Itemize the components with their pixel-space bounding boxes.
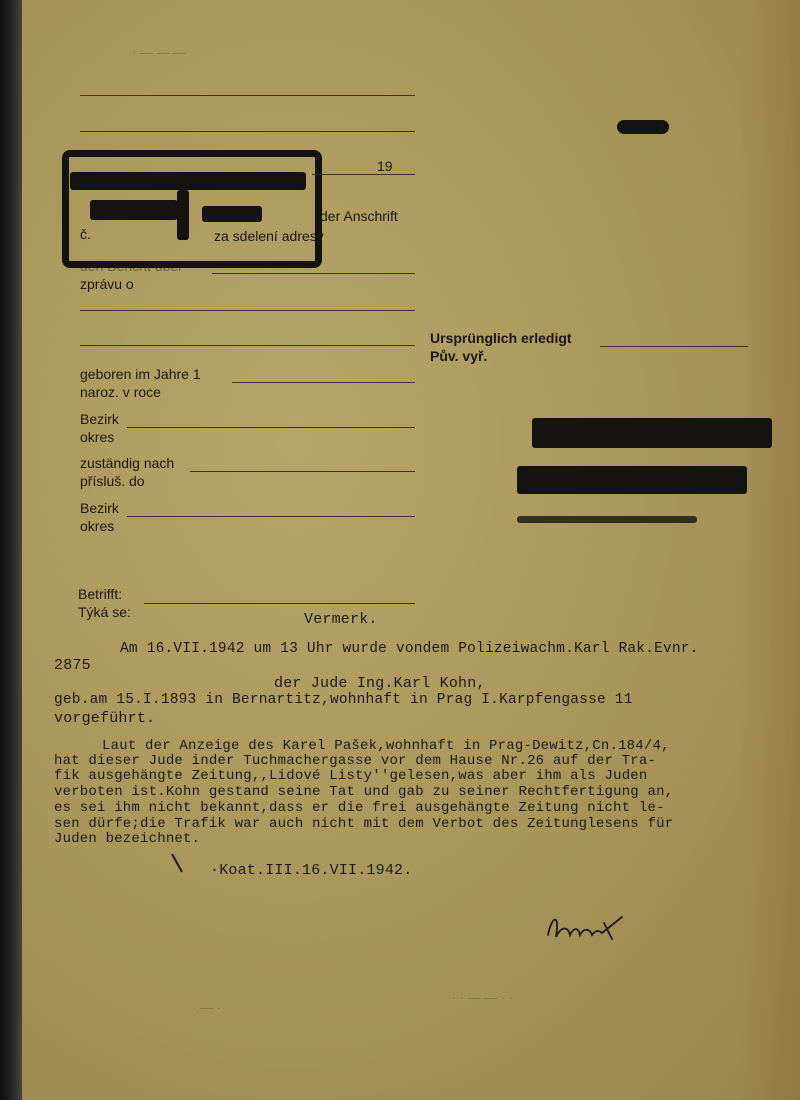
document-sheet [22,0,800,1100]
blank-line [80,131,415,132]
blank-line [80,310,415,311]
blank-line [80,95,415,96]
label-der-anschrift: der Anschrift [320,208,398,224]
label-cislo: č. [80,226,91,242]
memo-footer-date: ·Koat.III.16.VII.1942. [210,862,413,879]
memo-heading: Vermerk. [304,611,378,628]
blank-line [80,345,415,346]
handwritten-signature [542,905,632,950]
blank-line [212,273,415,274]
memo-line-5: vorgeführt. [54,710,156,727]
blank-line [600,346,748,347]
label-naroz: naroz. v roce [80,384,161,400]
redacted-stamp-row [517,516,697,523]
redaction-blot [177,190,189,240]
blank-line [127,516,415,517]
label-okres-1: okres [80,429,115,445]
label-den-bericht: den Bericht über [80,258,183,274]
label-bezirk-1: Bezirk [80,411,119,427]
ink-initial-mark [617,120,669,134]
blank-line [127,427,415,428]
faint-pencil-marks: · — — — [132,45,187,60]
blank-line [232,382,415,383]
label-za-sdeleni: za sdelení adresy [214,228,324,244]
redaction-blot [202,206,262,222]
label-zustandig: zuständig nach [80,455,175,471]
memo-para-2: hat dieser Jude inder Tuchmachergasse vor dem Hause Nr.26 auf der Tra- [54,753,657,769]
redaction-blot [90,200,178,220]
memo-para-7: Juden bezeichnet. [54,831,201,847]
redaction-blot [70,172,306,190]
faint-bottom-marks: · — · [192,1000,221,1015]
year-prefix-19: 19 [377,158,393,174]
label-prislus: přísluš. do [80,473,145,489]
label-tyka: Týká se: [78,604,131,620]
memo-para-5: es sei ihm nicht bekannt,dass er die frei ausgehängte Zeitung nicht le- [54,800,665,816]
label-zpravu-o: zprávu o [80,276,134,292]
memo-line-2: 2875 [54,657,91,674]
memo-line-3: der Jude Ing.Karl Kohn, [274,675,486,692]
faint-bottom-marks: · · — — · · [452,990,514,1005]
memo-para-3: fik ausgehängte Zeitung,,Lidové Listy''gelesen,was aber ihm als Juden [54,768,648,784]
label-betrifft: Betrifft: [78,586,123,602]
redacted-stamp-row [532,418,772,448]
page-edge-shadow [0,0,22,1100]
memo-para-6: sen dürfe;die Trafik war auch nicht mit dem Verbot des Zeitunglesens für [54,816,674,832]
label-geboren: geboren im Jahre 1 [80,366,201,382]
memo-line-4: geb.am 15.I.1893 in Bernartitz,wohnhaft in Prag I.Karpfengasse 11 [54,692,633,708]
memo-para-1: Laut der Anzeige des Karel Pašek,wohnhaft in Prag-Dewitz,Cn.184/4, [102,738,670,754]
label-okres-2: okres [80,518,115,534]
blank-line [190,471,415,472]
memo-line-1: Am 16.VII.1942 um 13 Uhr wurde vondem Polizeiwachm.Karl Rak.Evnr. [120,641,699,657]
blank-line [144,603,415,604]
redacted-stamp-row [517,466,747,494]
blank-line [312,174,415,175]
pen-tick-mark [170,852,186,876]
label-puv-vyr: Pův. vyř. [430,348,488,364]
memo-para-4: verboten ist.Kohn gestand seine Tat und gab zu seiner Rechtfertigung an, [54,784,674,800]
label-urspr-erledigt: Ursprünglich erledigt [430,330,572,346]
label-bezirk-2: Bezirk [80,500,119,516]
